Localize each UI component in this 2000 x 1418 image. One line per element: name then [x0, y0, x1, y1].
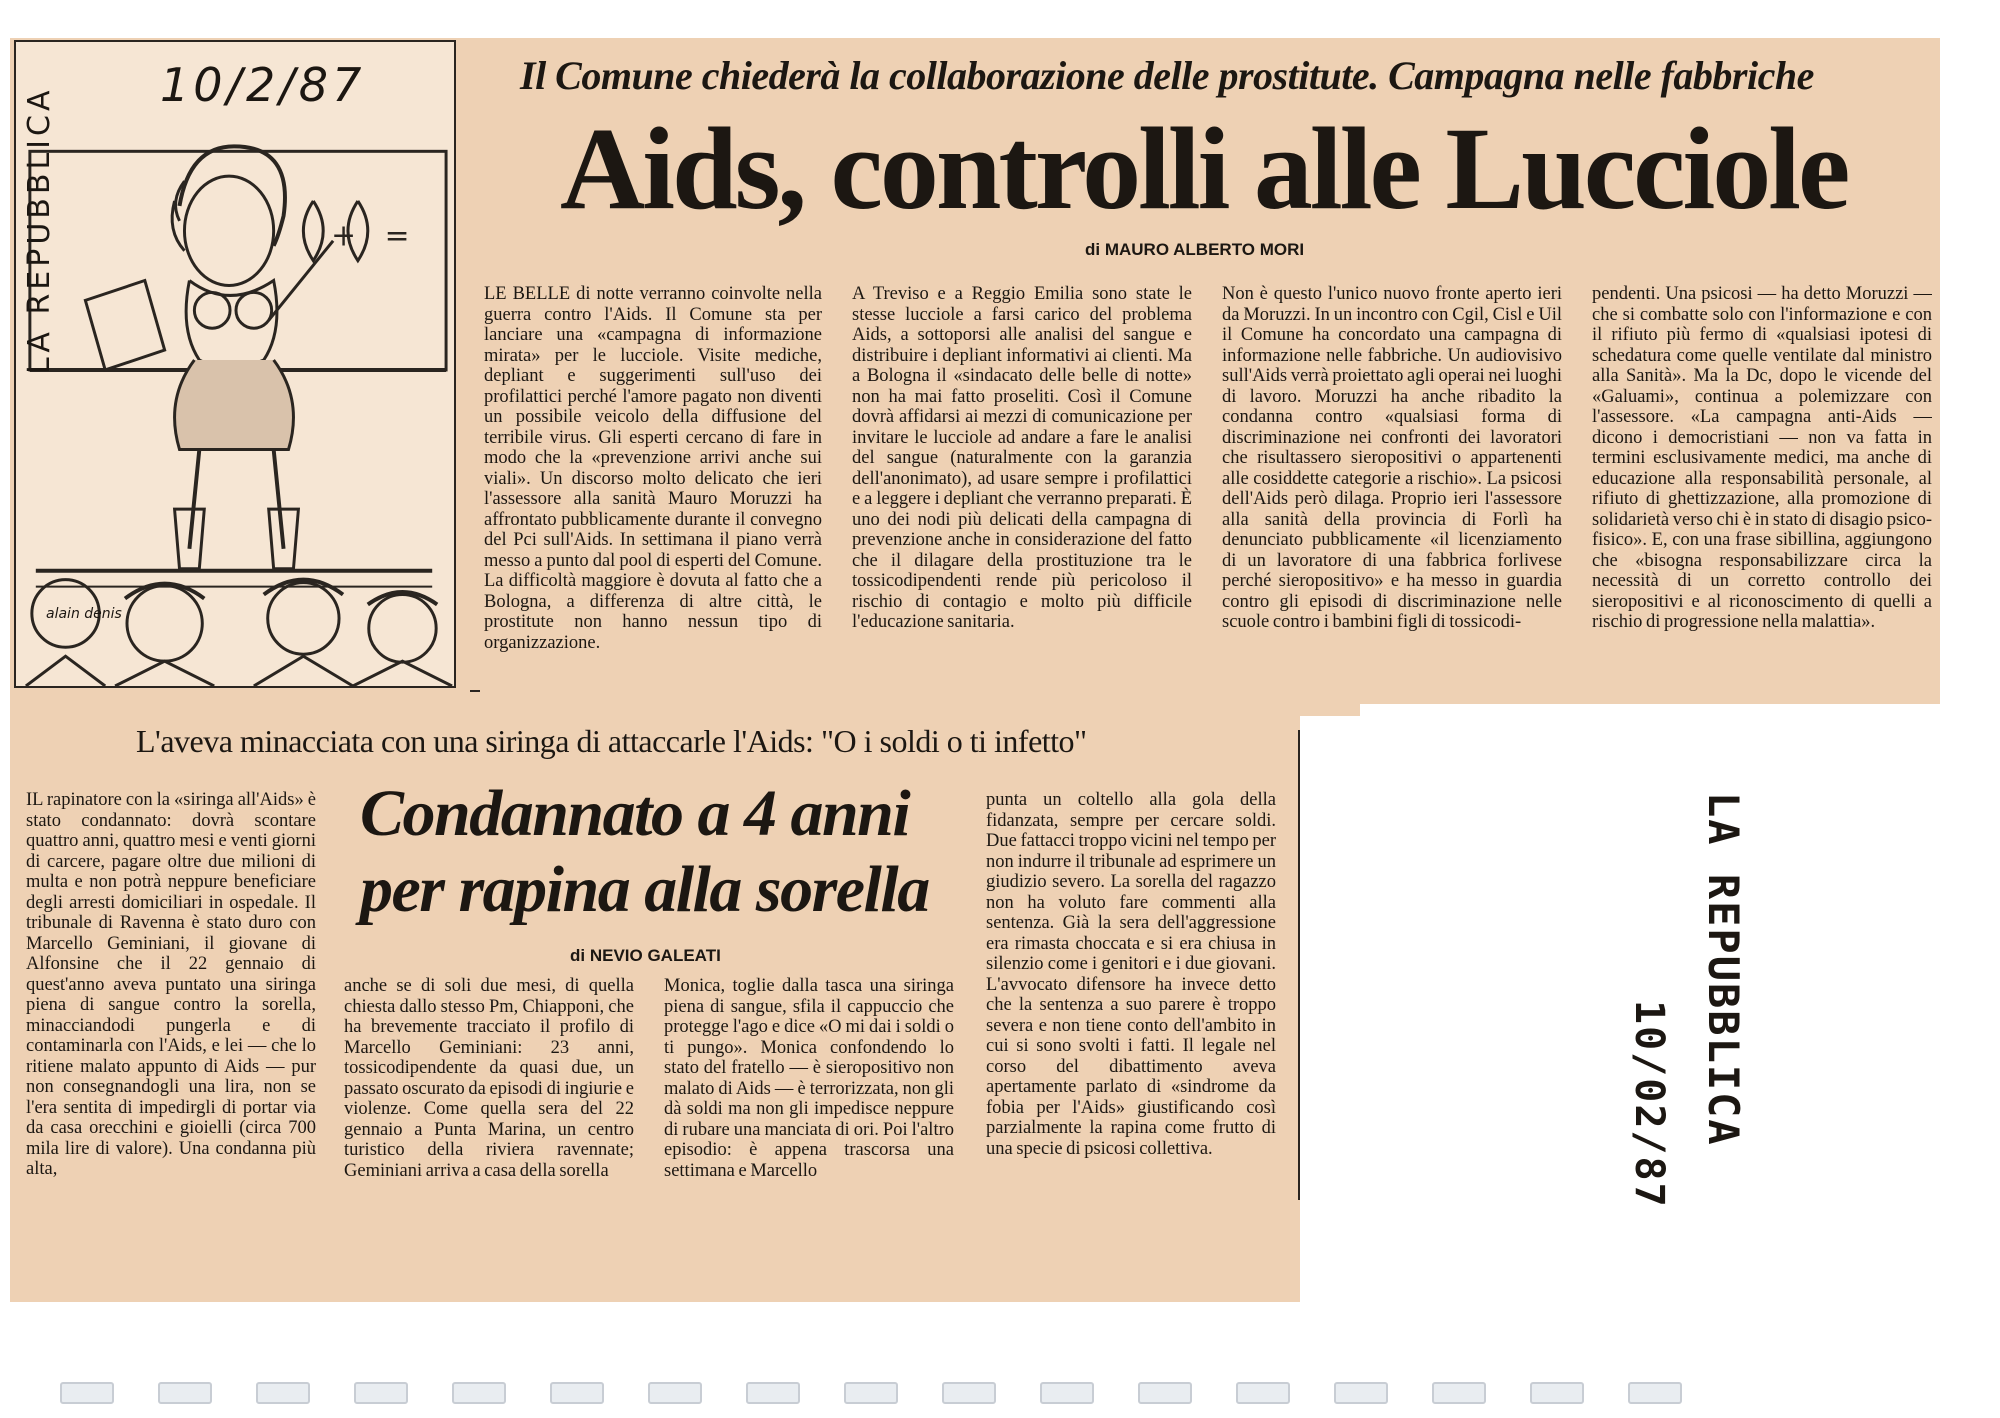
article-1-column-3: Non è questo l'unico nuovo fronte aperto ieri da Moruzzi. In un incontro con Cgil, Cisl e Uil il Comune ha concordato una campagna di informazione nelle fabbriche. Un audiovisivo sull'Aids verrà proiettato agli operai nei luoghi di lavoro. Moruzzi ha anche ribadito la condanna contro «qualsiasi forma di discriminazione nei confronti dei lavoratori che risultassero sieropositivi o appartenenti alle cosiddette categorie a rischio». La psicosi dell'Aids però dilaga. Proprio ieri l'assessore alla sanità della provincia di Forlì ha denunciato pubblicamente «il licenziamento di un lavoratore di una fabbrica forlivese perché sieropositivo» e ha messo in guardia contro gli episodi di discriminazione nelle scuole contro i bambini figli di tossicodi-	[1222, 284, 1562, 632]
binder-hole	[60, 1382, 114, 1404]
article-2-column-2: anche se di soli due mesi, di quella chiesta dallo stesso Pm, Chiapponi, che ha brevemente tracciato il profilo di Marcello Geminiani: 23 anni, tossicodipendente da quasi due, un passato oscurato da episodi di ingiurie e violenze. Come quella sera del 22 gennaio a Punta Marina, un centro turistico della riviera ravennate; Geminiani arriva a casa della sorella	[344, 976, 634, 1181]
binder-hole	[1432, 1382, 1486, 1404]
cartoon-illustration	[14, 40, 456, 688]
article-2-column-1: IL rapinatore con la «siringa all'Aids» è stato condannato: dovrà scontare quattro anni, quattro mesi e venti giorni di carcere, pagare oltre due milioni di multa e non potrà neppure beneficiare degli arresti domiciliari in ospedale. Il tribunale di Ravenna è stato duro con Marcello Geminiani, il giovane di Alfonsine che il 22 gennaio di quest'anno aveva puntato una siringa piena di sangue contro la sorella, minacciandodi pungerla e di contaminarla con l'Aids, e lei — che lo ritiene malato appunto di Aids — pur non consegnandogli una lira, non se l'era sentita di impedirgli di portar via da casa orecchini e gioielli (circa 700 mila lire di valore). Una condanna più alta,	[26, 790, 316, 1179]
binder-hole	[746, 1382, 800, 1404]
archive-stamp-date: 10/02/87	[1626, 1000, 1672, 1209]
binder-hole	[1334, 1382, 1388, 1404]
binder-hole	[256, 1382, 310, 1404]
svg-text:=: =	[384, 218, 410, 254]
archive-stamp-source: LA REPUBBLICA	[1699, 792, 1748, 1147]
binder-hole	[1530, 1382, 1584, 1404]
binder-hole	[1628, 1382, 1682, 1404]
article-1-byline: di MAURO ALBERTO MORI	[1085, 240, 1305, 259]
article-2-column-4: punta un coltello alla gola della fidanzata, sempre per cercare soldi. Due fattacci troppo vicini nel tempo per non indurre il tribunale ad esprimere un giudizio severo. La sorella del ragazzo non ha voluto fare commenti alla sentenza. Già la sera dell'aggressione era rimasta choccata e si era chiusa in silenzio come i genitori e i due giovani. L'avvocato difensore ha invece detto che la sentenza a suo parere è troppo severa e non tiene conto dell'ambito in cui si sono svolti i fatti. Il legale nel corso del dibattimento aveva apertamente parlato di «sindrome da fobia per l'Aids» giustificando così parzialmente la rapina come frutto di una specie di psicosi collettiva.	[986, 790, 1276, 1159]
article-2-headline: Condannato a 4 anni per rapina alla sorella	[360, 777, 929, 926]
binder-hole	[354, 1382, 408, 1404]
binder-hole	[942, 1382, 996, 1404]
article-1-kicker: Il Comune chiederà la collaborazione delle prostitute. Campagna nelle fabbriche	[520, 53, 1814, 98]
article-1-column-4: pendenti. Una psicosi — ha detto Moruzzi — che si combatte solo con l'informazione e con il rifiuto più fermo di «qualsiasi ipotesi di schedatura come quelle ventilate dal ministro alla Sanità». Ma la Dc, dopo le vicende del «Galuami», continua a polemizzare con l'assessore. «La campagna anti-Aids — dicono i democristiani — non va fatta in termini esclusivamente medici, ma anche di educazione alla responsabilità personale, al rifiuto di ghettizzazione, alla promozione di solidarietà verso chi è in stato di disagio psico-fisico». E, con una frase sibillina, aggiungono che «bisogna responsabilizzare circa la necessità di un corretto controllo dei sieropositivi e al riconoscimento di quelli a rischio di progressione nella malattia».	[1592, 284, 1932, 632]
article-2-column-3: Monica, toglie dalla tasca una siringa piena di sangue, sfila il cappuccio che protegge l'ago e dice «O mi dai i soldi o ti pungo». Monica confondendo lo stato del fratello — è sieropositivo non malato di Aids — è terrorizzata, non gli dà soldi ma non gli impedisce neppure di rubare una manciata di ori. Poi l'altro episodio: è appena trascorsa una settimana e Marcello	[664, 976, 954, 1181]
clipping-notch	[1300, 704, 1360, 716]
article-2-kicker: L'aveva minacciata con una siringa di attaccarle l'Aids: "O i soldi o ti infetto"	[136, 723, 1087, 759]
article-1-headline: Aids, controlli alle Lucciole	[560, 103, 1848, 234]
article-1-rule	[470, 690, 480, 692]
cartoon-signature: alain denis	[46, 606, 122, 622]
binder-hole	[648, 1382, 702, 1404]
article-2-side-rule	[1298, 730, 1300, 1200]
binder-hole	[550, 1382, 604, 1404]
binder-hole	[1040, 1382, 1094, 1404]
article-1-column-1: LE BELLE di notte verranno coinvolte nella guerra contro l'Aids. Il Comune sta per lanciare una «campagna di informazione mirata» per le lucciole. Visite mediche, depliant e suggerimenti sull'uso dei profilattici perché l'amore pagato non diventi un possibile veicolo della diffusione del terribile virus. Gli esperti cercano di fare in modo che la «prevenzione arrivi anche sui viali». Un discorso molto delicato che ieri l'assessore alla sanità Mauro Moruzzi ha affrontato pubblicamente durante il convegno del Pci sull'Aids. In settimana il piano verrà messo a punto dal pool di esperti del Comune. La difficoltà maggiore è dovuta al fatto che a Bologna, a differenza di altre città, le prostitute non hanno nessun tipo di organizzazione.	[484, 284, 822, 653]
article-1-column-2: A Treviso e a Reggio Emilia sono state le stesse lucciole a farsi carico del problema Aids, a sottoporsi alle analisi del sangue e distribuire i depliant informativi ai clienti. Ma a Bologna il «sindacato delle belle di notte» non ha mai fatto proseliti. Così il Comune dovrà affidarsi ai mezzi di comunicazione per invitare le lucciole ad andare a fare le analisi del sangue (naturalmente con la garanzia dell'anonimato), ad usare sempre i profilattici e a leggere i depliant che verranno preparati. È uno dei nodi più delicati della campagna di prevenzione anche in considerazione del fatto che il dilagare della prostituzione tra le tossicodipendenti rende più pericoloso il rischio di contagio e molto più difficile l'educazione sanitaria.	[852, 284, 1192, 632]
svg-text:+: +	[331, 218, 357, 254]
binder-holes	[10, 1302, 1770, 1392]
handwritten-date: 10/2/87	[160, 58, 366, 112]
binder-hole	[158, 1382, 212, 1404]
handwritten-newspaper-name: LA REPUBBLICA	[22, 86, 57, 374]
cartoon-drawing	[16, 42, 454, 686]
binder-hole	[1236, 1382, 1290, 1404]
binder-hole	[1138, 1382, 1192, 1404]
binder-hole	[452, 1382, 506, 1404]
article-2-byline: di NEVIO GALEATI	[570, 946, 721, 965]
binder-hole	[844, 1382, 898, 1404]
